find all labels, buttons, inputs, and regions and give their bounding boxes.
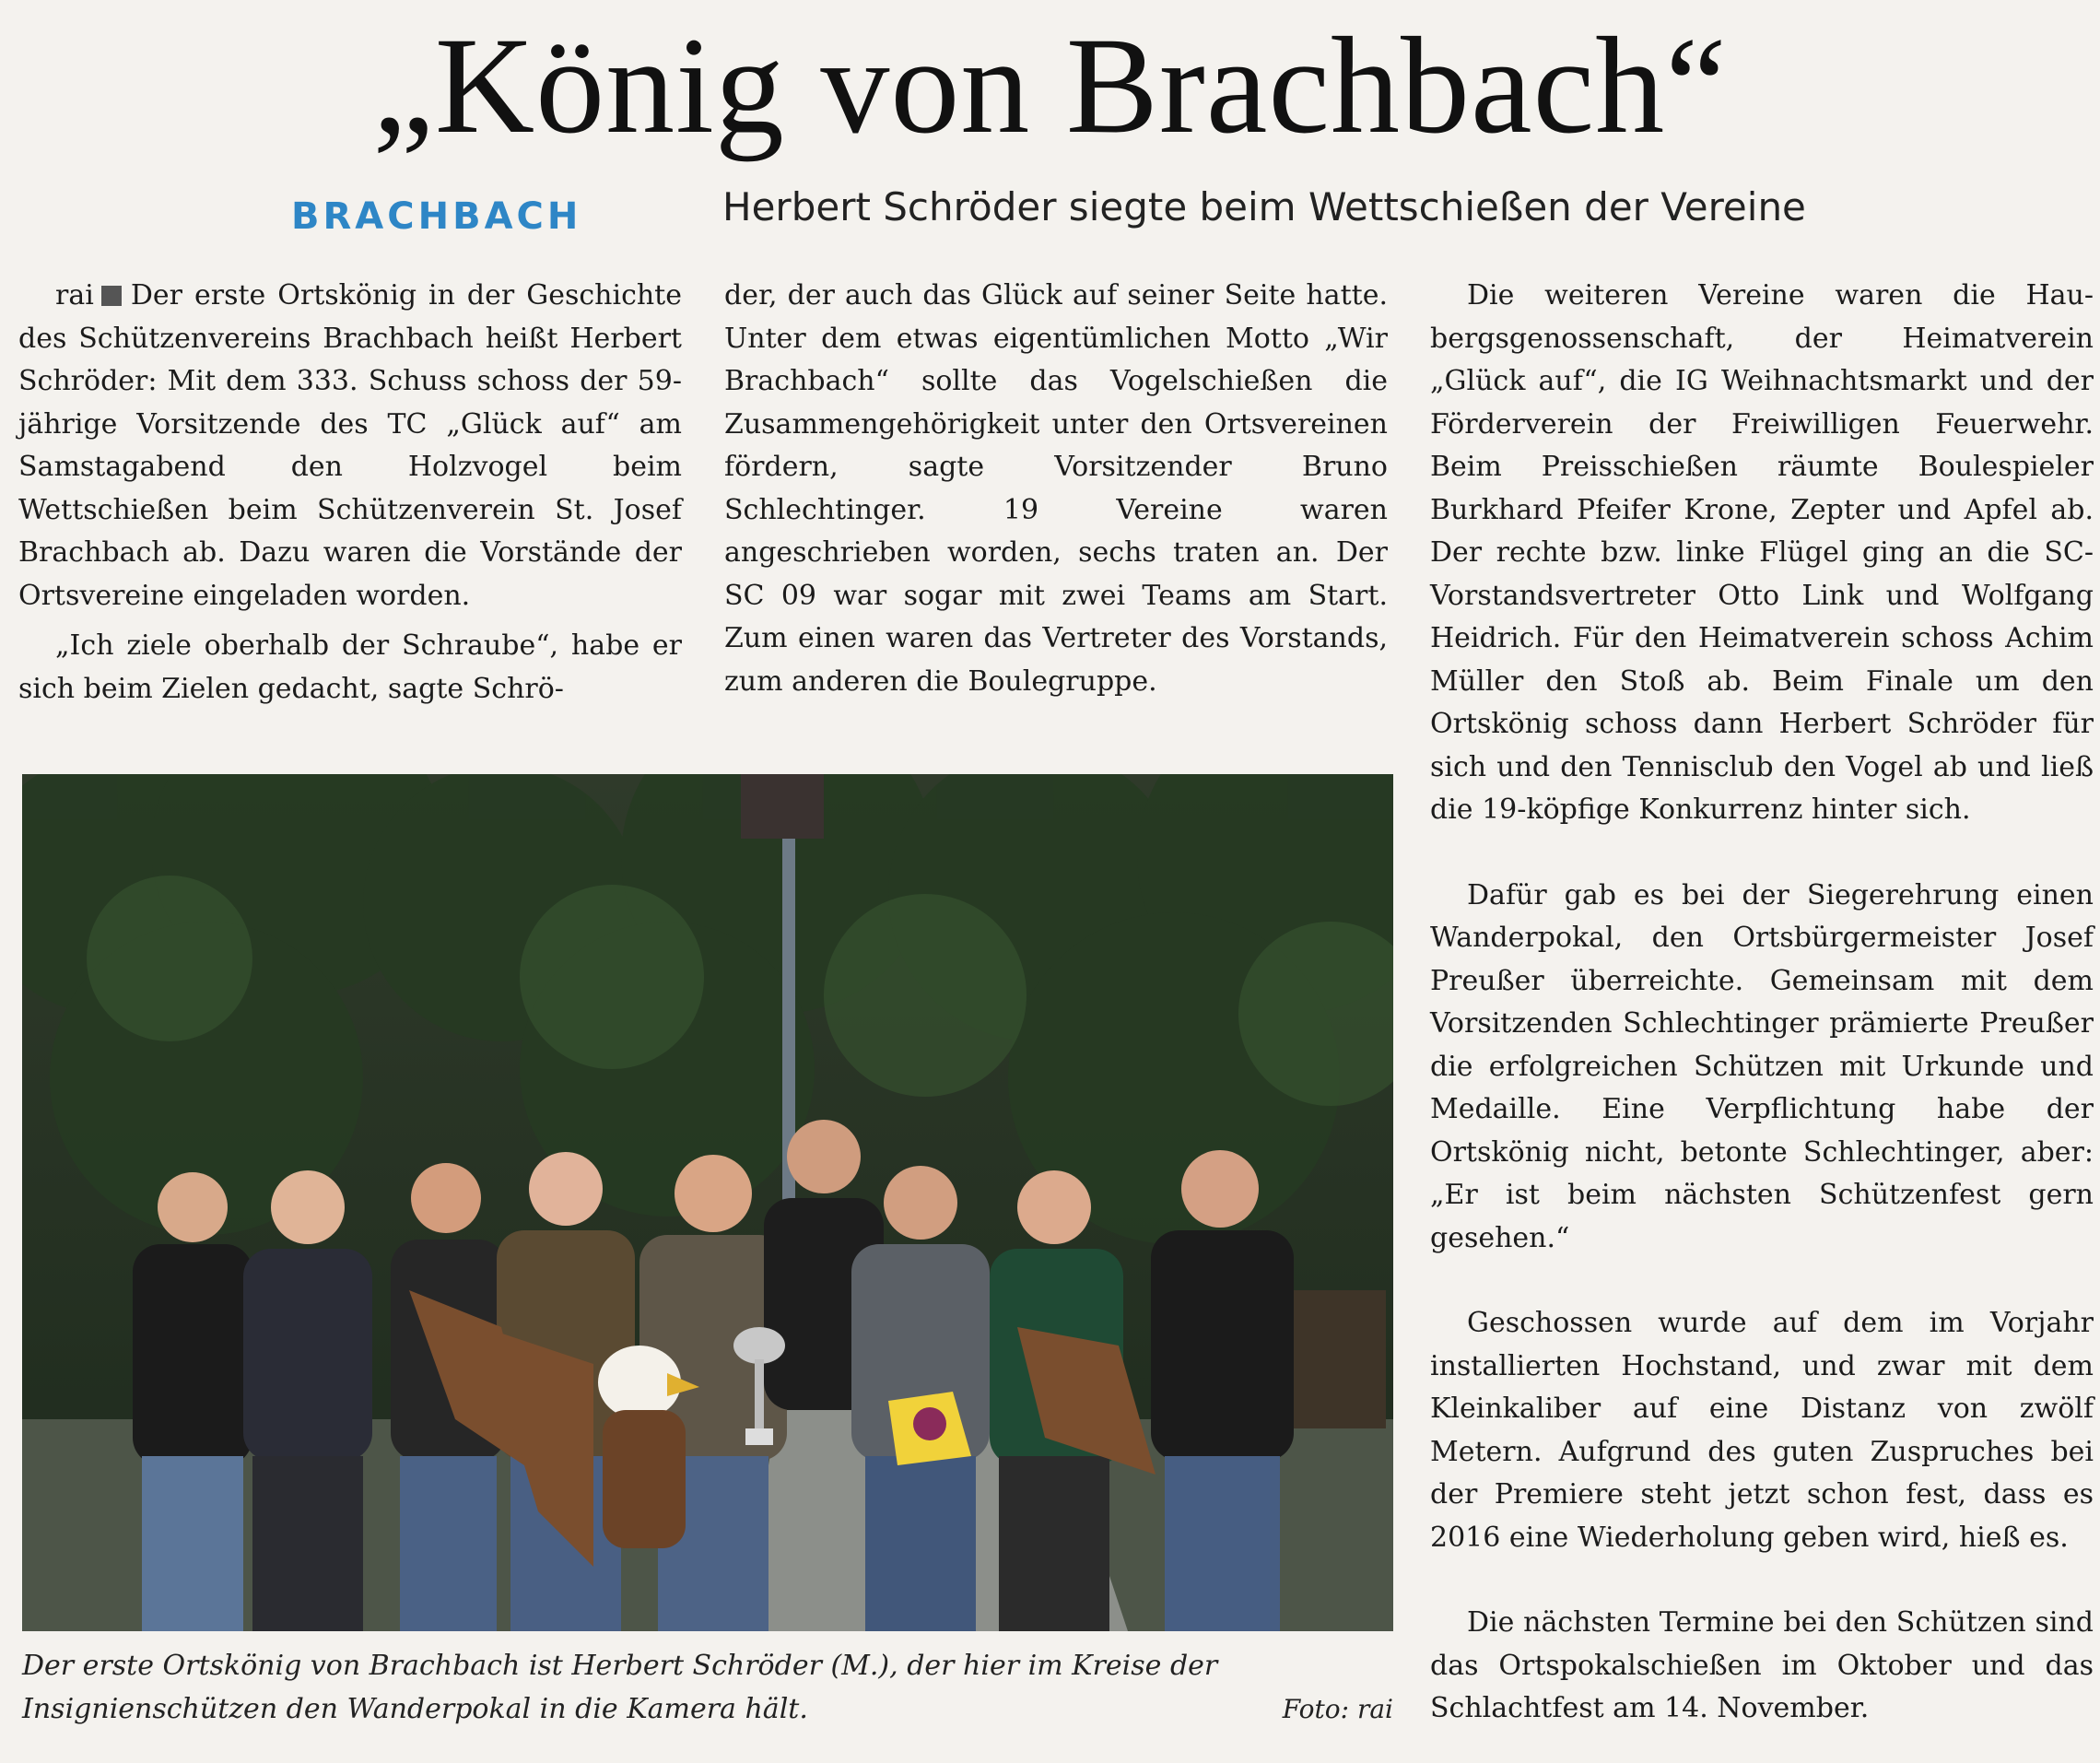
group-photo-image — [22, 774, 1393, 1631]
paragraph: Geschossen wurde auf dem im Vorjahr installierten Hochstand, und zwar mit dem Kleinkaliber auf eine Distanz von zwölf Metern. Aufgrund des guten Zuspruches bei der Premiere steht jetzt schon fest, dass es 2016 eine Wiederholung geben wird, hieß es. — [1430, 1307, 2094, 1554]
byline-marker-icon — [101, 286, 122, 306]
column-2 — [724, 275, 1388, 703]
paragraph — [18, 275, 682, 617]
paragraph: Die nächsten Termine bei den Schützen sind das Ortspokalschießen im Oktober und das Schlachtfest am 14. November. — [1430, 1606, 2094, 1724]
paragraph: Die weiteren Vereine waren die Haubergsgenossenschaft, der Heimatverein „Glück auf“, die IG Weihnachtsmarkt und der Förderverein der Freiwilligen Feuerwehr. Beim Preisschießen räumte Boulespieler Burkhard Pfeifer Krone, Zepter und Apfel ab. Der rechte bzw. linke Flügel ging an die SC-Vorstandsvertreter Otto Link und Wolfgang Heidrich. Für den Heimatverein schoss Achim Müller den Stoß ab. Beim Finale um den Ortskönig schoss dann Herbert Schröder für sich und den Tennisclub den Vogel ab und ließ die 19-köpfige Konkurrenz hinter sich. — [1430, 279, 2094, 826]
location-kicker: BRACHBACH — [291, 195, 582, 238]
group-photo — [22, 774, 1393, 1631]
paragraph: Dafür gab es bei der Siegerehrung einen Wanderpokal, den Ortsbürgermeister Josef Preußer überreichte. Gemeinsam mit dem Vorsitzenden Schlechtinger prämierte Preußer die erfolgreichen Schützen mit Urkunde und Medaille. Eine Verpflichtung habe der Ortskönig nicht, betonte Schlechtinger, aber: „Er ist beim nächsten Schützenfest gern gesehen.“ — [1430, 878, 2094, 1254]
caption-text: Der erste Ortskönig von Brachbach ist Herbert Schröder (M.), der hier im Kreise der Insignienschützen den Wanderpokal in die Kamera hält. — [22, 1650, 1218, 1725]
photo-credit: Foto: rai — [1282, 1694, 1393, 1724]
subheadline: Herbert Schröder siegte beim Wettschießen der Vereine — [722, 184, 1806, 229]
column-1 — [18, 275, 682, 711]
column-3 — [1430, 275, 2094, 1731]
photo-caption — [22, 1644, 1393, 1731]
paragraph-text: Der erste Ortskönig in der Geschichte des Schützenvereins Brachbach heißt Herbert Schröder: Mit dem 333. Schuss schoss der 59-jährige Vorsitzende des TC „Glück auf“ am Samstagabend den Holzvogel beim Wettschießen beim Schützenverein St. Josef Brachbach ab. Dazu waren die Vorstände der Ortsvereine eingeladen worden. — [18, 279, 682, 612]
paragraph: „Ich ziele oberhalb der Schraube“, habe er sich beim Zielen gedacht, sagte Schrö- — [18, 629, 682, 705]
headline: „König von Brachbach“ — [372, 9, 1728, 162]
paragraph: der, der auch das Glück auf seiner Seite hatte. Unter dem etwas eigentümlichen Motto „Wir Brachbach“ sollte das Vogelschießen die Zusammengehörigkeit unter den Ortsvereinen fördern, sagte Vorsitzender Bruno Schlechtinger. 19 Vereine waren angeschrieben worden, sechs traten an. Der SC 09 war sogar mit zwei Teams am Start. Zum einen waren das Vertreter des Vorstands, zum anderen die Boulegruppe. — [724, 279, 1388, 698]
byline: rai — [55, 279, 94, 311]
